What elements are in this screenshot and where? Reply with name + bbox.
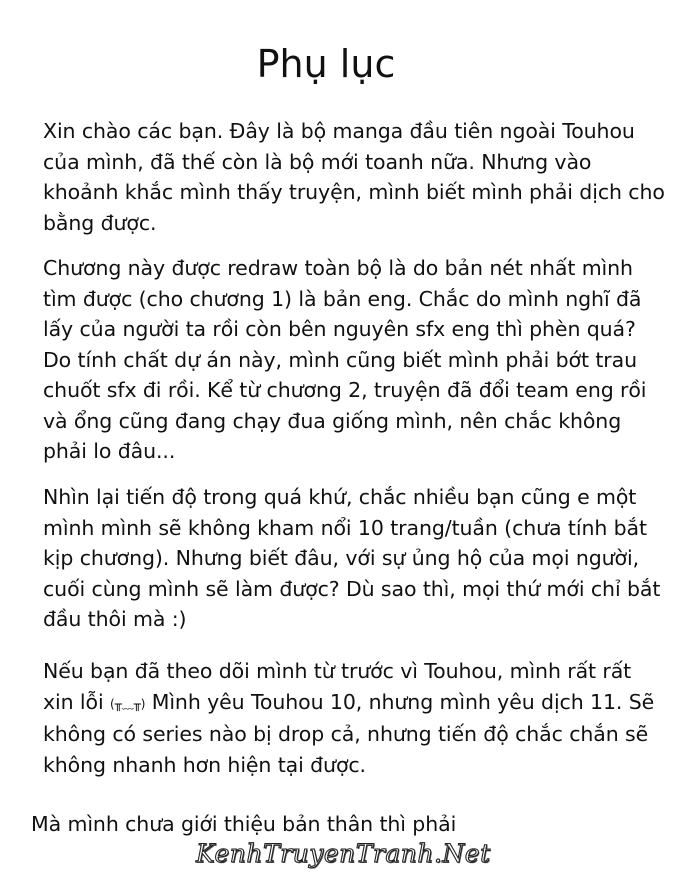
watermark: KenhTruyenTranh.Net <box>196 839 491 868</box>
page-title: Phụ lục <box>256 42 396 86</box>
apology-text-end: Mình yêu Touhou 10, nhưng mình yêu dịch 11. Sẽ không có series nào bị drop cả, nhưng tiến độ chắc chắn sẽ không nhanh hơn hiện tại được. <box>43 689 655 777</box>
paragraph-closing: Mà mình chưa giới thiệu bản thân thì phải <box>31 812 457 836</box>
paragraph-apology <box>43 656 668 780</box>
paragraph-progress: Nhìn lại tiến độ trong quá khứ, chắc nhiều bạn cũng e một mình mình sẽ không kham nổi 10 trang/tuần (chưa tính bắt kịp chương). Nhưng biết đâu, với sự ủng hộ của mọi người, cuối cùng mình sẽ làm được? Dù sao thì, mọi thứ mới chỉ bắt đầu thôi mà :) <box>43 485 661 631</box>
paragraph-intro: Xin chào các bạn. Đây là bộ manga đầu tiên ngoài Touhou của mình, đã thế còn là bộ mới toanh nữa. Nhưng vào khoảnh khắc mình thấy truyện, mình biết mình phải dịch cho bằng được. <box>43 119 665 235</box>
paragraph-redraw: Chương này được redraw toàn bộ là do bản nét nhất mình tìm được (cho chương 1) là bản eng. Chắc do mình nghĩ đã lấy của người ta rồi còn bên nguyên sfx eng thì phèn quá? Do tính chất dự án này, mình cũng biết mình phải bớt trau chuốt sfx đi rồi. Kể từ chương 2, truyện đã đổi team eng rồi và ổng cũng đang chạy đua giống mình, nên chắc không phải lo đâu... <box>43 256 647 463</box>
apology-text-start: Nếu bạn đã theo dõi mình từ trước vì Touhou, mình rất rất xin lỗi <box>43 659 632 714</box>
kaomoji: (╥﹏╥) <box>110 696 146 711</box>
